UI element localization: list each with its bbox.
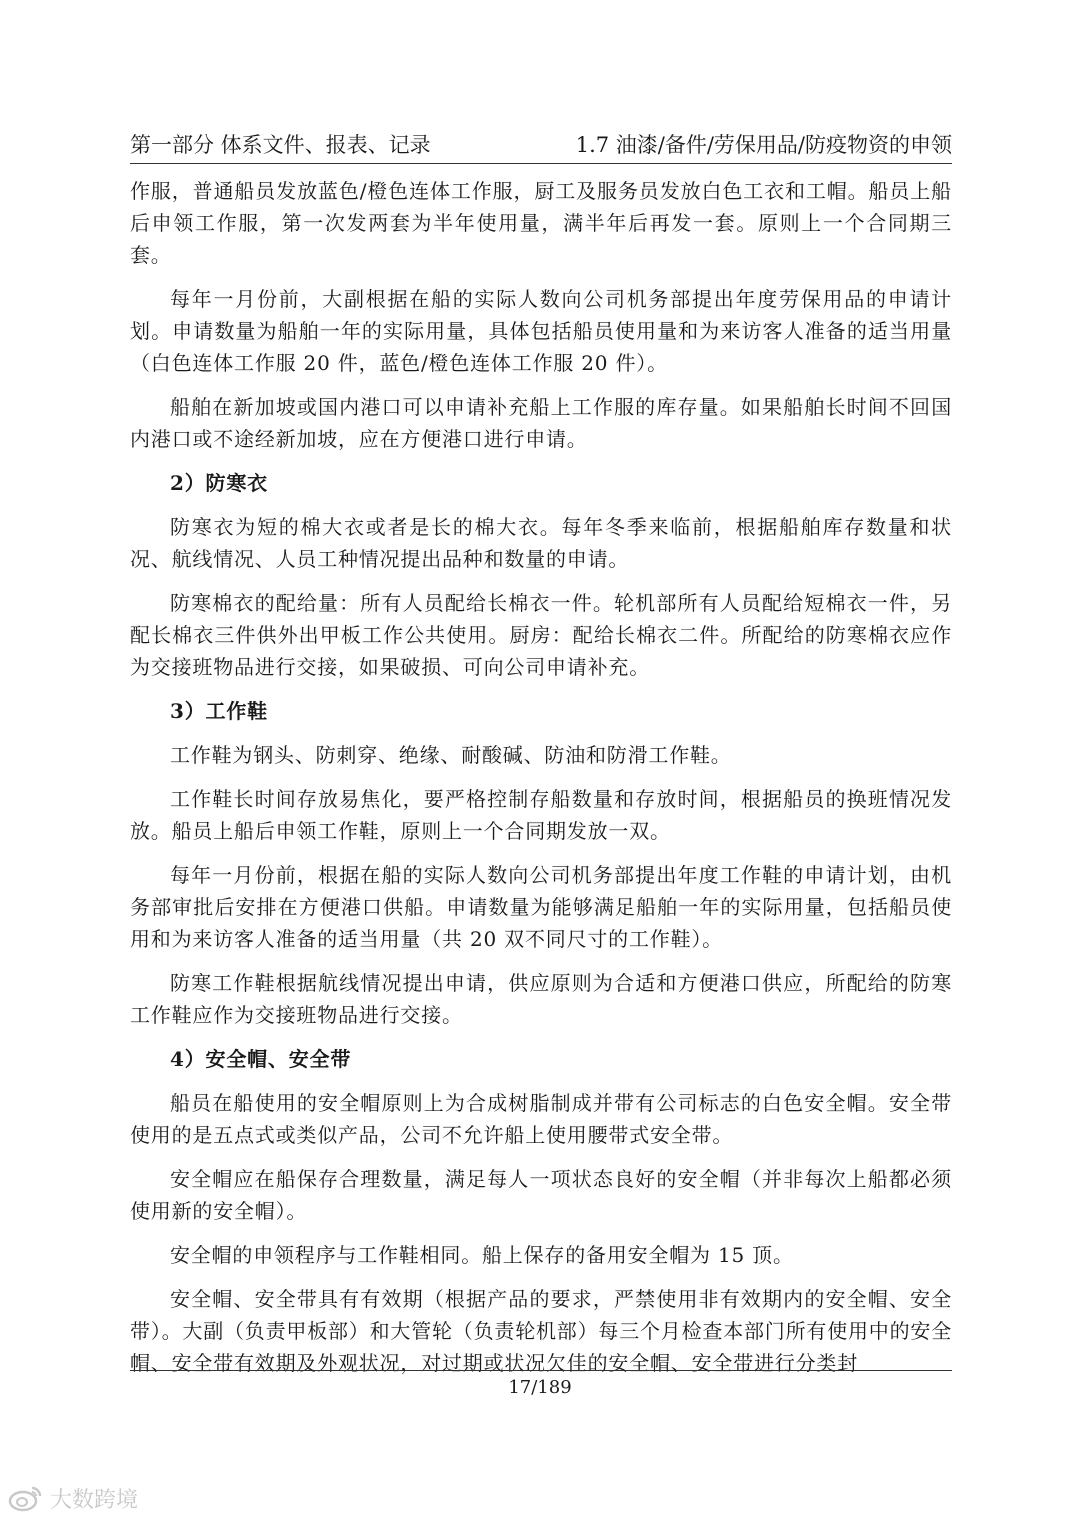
- paragraph: 防寒工作鞋根据航线情况提出申请，供应原则为合适和方便港口供应，所配给的防寒工作鞋应作为交接班物品进行交接。: [130, 971, 952, 1027]
- header-section-title: 第一部分 体系文件、报表、记录: [130, 133, 431, 157]
- paragraph: 防寒棉衣的配给量：所有人员配给长棉衣一件。轮机部所有人员配给短棉衣一件，另配长棉衣三件供外出甲板工作公共使用。厨房：配给长棉衣二件。所配给的防寒棉衣应作为交接班物品进行交接，如果破损、可向公司申请补充。: [130, 591, 952, 679]
- paragraph: 工作鞋为钢头、防刺穿、绝缘、耐酸碱、防油和防滑工作鞋。: [170, 743, 732, 767]
- paragraph: 船员在船使用的安全帽原则上为合成树脂制成并带有公司标志的白色安全帽。安全带使用的是五点式或类似产品，公司不允许船上使用腰带式安全带。: [130, 1091, 952, 1147]
- footer-divider: [130, 1370, 952, 1371]
- header-chapter-title: 1.7 油漆/备件/劳保用品/防疫物资的申领: [575, 133, 952, 157]
- section-heading: 4）安全帽、安全带: [170, 1047, 352, 1071]
- watermark: [8, 1480, 138, 1516]
- page-number: 17/189: [508, 1377, 572, 1398]
- paragraph: 安全帽、安全带具有有效期（根据产品的要求，严禁使用非有效期内的安全帽、安全带）。大副（负责甲板部）和大管轮（负责轮机部）每三个月检查本部门所有使用中的安全帽、安全带有效期及外观状况，对过期或状况欠佳的安全帽、安全带进行分类封: [130, 1287, 952, 1375]
- watermark-text: 大数跨境: [50, 1487, 139, 1513]
- paragraph: 船舶在新加坡或国内港口可以申请补充船上工作服的库存量。如果船舶长时间不回国内港口或不途经新加坡，应在方便港口进行申请。: [130, 395, 952, 451]
- paragraph: 工作鞋长时间存放易焦化，要严格控制存船数量和存放时间，根据船员的换班情况发放。船员上船后申领工作鞋，原则上一个合同期发放一双。: [130, 787, 952, 843]
- paragraph: 安全帽应在船保存合理数量，满足每人一项状态良好的安全帽（并非每次上船都必须使用新的安全帽）。: [130, 1167, 952, 1223]
- weibo-icon: [8, 1483, 44, 1513]
- paragraph: 每年一月份前，大副根据在船的实际人数向公司机务部提出年度劳保用品的申请计划。申请数量为船舶一年的实际用量，具体包括船员使用量和为来访客人准备的适当用量（白色连体工作服 20 件，蓝色/橙色连体工作服 20 件）。: [130, 287, 952, 375]
- paragraph: 防寒衣为短的棉大衣或者是长的棉大衣。每年冬季来临前，根据船舶库存数量和状况、航线情况、人员工种情况提出品种和数量的申请。: [130, 515, 952, 571]
- paragraph: 安全帽的申领程序与工作鞋相同。船上保存的备用安全帽为 15 顶。: [170, 1243, 794, 1267]
- header-divider: [130, 163, 952, 164]
- page-body: [130, 175, 952, 1379]
- section-heading: 2）防寒衣: [170, 471, 268, 495]
- section-heading: 3）工作鞋: [170, 699, 268, 723]
- paragraph: 每年一月份前，根据在船的实际人数向公司机务部提出年度工作鞋的申请计划，由机务部审批后安排在方便港口供船。申请数量为能够满足船舶一年的实际用量，包括船员使 用和为来访客人准备的适当用量（共 20 双不同尺寸的工作鞋）。: [130, 863, 952, 951]
- page-header: [130, 130, 952, 166]
- paragraph: 作服，普通船员发放蓝色/橙色连体工作服，厨工及服务员发放白色工衣和工帽。船员上船后申领工作服，第一次发两套为半年使用量，满半年后再发一套。原则上一个合同期三套。: [130, 179, 952, 267]
